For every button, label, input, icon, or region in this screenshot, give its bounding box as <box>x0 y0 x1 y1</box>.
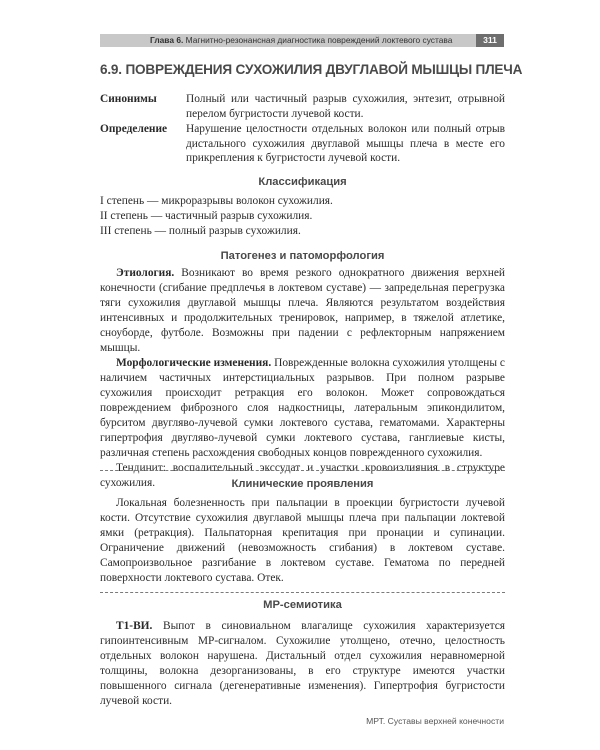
page-number: 311 <box>476 34 504 47</box>
clinical-paragraph: Локальная болезненность при пальпации в проекции бугристости лучевой кости. Отсутствие сухожилия двуглавой мышцы плеча при пальпации локтевой ямки (ретракция). Пальпаторная крепитация при пронации и супинации. Ограничение движений (невозможность сгибания) в локтевом суставе. Самопроизвольное разгибание в локтевом суставе. Гематома по передней поверхности локтевого сустава. Отек. <box>100 497 505 584</box>
etiology-text: Возникают во время резкого однократного движения верхней конечности (сгибание предплечья в локтевом суставе) — запредельная перегрузка тяги сухожилия двуглавой мышцы плеча. Являются результатом воздействия интенсивных и продолжительных тренировок, например, в тяжелой атлетике, сноуборде, футболе. Возможны при падении с рефлекторным напряжением мышцы. <box>100 267 505 354</box>
morphology-paragraph <box>100 356 505 461</box>
running-header <box>100 34 504 47</box>
header-chapter: Глава 6. <box>150 35 184 45</box>
mr-label: Т1-ВИ. <box>116 620 153 632</box>
classification-list <box>100 194 505 239</box>
definition-row <box>100 92 505 121</box>
section-divider <box>100 470 505 471</box>
list-item: II степень — частичный разрыв сухожилия. <box>100 210 313 222</box>
pathogenesis-heading: Патогенез и патоморфология <box>220 250 385 262</box>
etiology-paragraph <box>100 266 505 356</box>
section-title: 6.9. ПОВРЕЖДЕНИЯ СУХОЖИЛИЯ ДВУГЛАВОЙ МЫШЦЫ ПЛЕЧА <box>100 62 523 77</box>
section-divider <box>100 592 505 593</box>
definition-row <box>100 122 505 166</box>
pathogenesis-text <box>100 266 505 491</box>
etiology-label: Этиология. <box>116 267 175 279</box>
mr-heading: МР-семиотика <box>263 599 342 611</box>
morphology-text: Поврежденные волокна сухожилия утолщены с наличием частичных интерстициальных разрывов. При полном разрыве сухожилия происходит ретракция его волокон. Может сопровождаться повреждением фиброзного слоя надкостницы, латеральным эпикондилитом, бурситом двугляво-лучевой сумки локтевого сустава, гематомами. Характерны гипертрофия двугляво-лучевой сумки локтевого сустава, ганглиевые кисты, различная степень расхождения свободных концов поврежденного сухожилия. <box>100 357 505 459</box>
mr-text <box>100 619 505 709</box>
mr-paragraph <box>100 619 505 709</box>
definition-term: Синонимы <box>100 93 157 105</box>
definition-text: Нарушение целостности отдельных волокон или полный отрыв дистального сухожилия двуглавой мышцы плеча в месте его прикрепления к бугристости лучевой кости. <box>186 123 505 165</box>
tendinitis-paragraph: Тендинит: воспалительный экссудат и участки кровоизлияния в структуре сухожилия. <box>100 462 505 489</box>
list-item: I степень — микроразрывы волокон сухожилия. <box>100 195 333 207</box>
clinical-text <box>100 496 505 586</box>
morphology-label: Морфологические изменения. <box>116 357 272 369</box>
definition-term: Определение <box>100 123 168 136</box>
definitions <box>100 92 505 167</box>
header-text: Магнитно-резонансная диагностика повреждений локтевого сустава <box>185 35 453 45</box>
mr-body: Выпот в синовиальном влагалище сухожилия характеризуется гипоинтенсивным МР-сигналом. Сухожилие утолщено, отечно, целостность отдельных волокон нарушена. Дистальный отдел сухожилия неравномерной толщины, волокна дезорганизованы, в его структуре имеются участки повышенного сигнала (дегенеративные изменения). Гипертрофия бугристости лучевой кости. <box>100 620 505 707</box>
clinical-heading: Клинические проявления <box>231 478 374 490</box>
classification-heading: Классификация <box>258 176 347 188</box>
header-title <box>150 35 452 45</box>
list-item: III степень — полный разрыв сухожилия. <box>100 225 301 237</box>
running-footer: МРТ. Суставы верхней конечности <box>366 716 504 726</box>
definition-text: Полный или частичный разрыв сухожилия, энтезит, отрывной перелом бугристости лучевой кости. <box>186 93 505 120</box>
